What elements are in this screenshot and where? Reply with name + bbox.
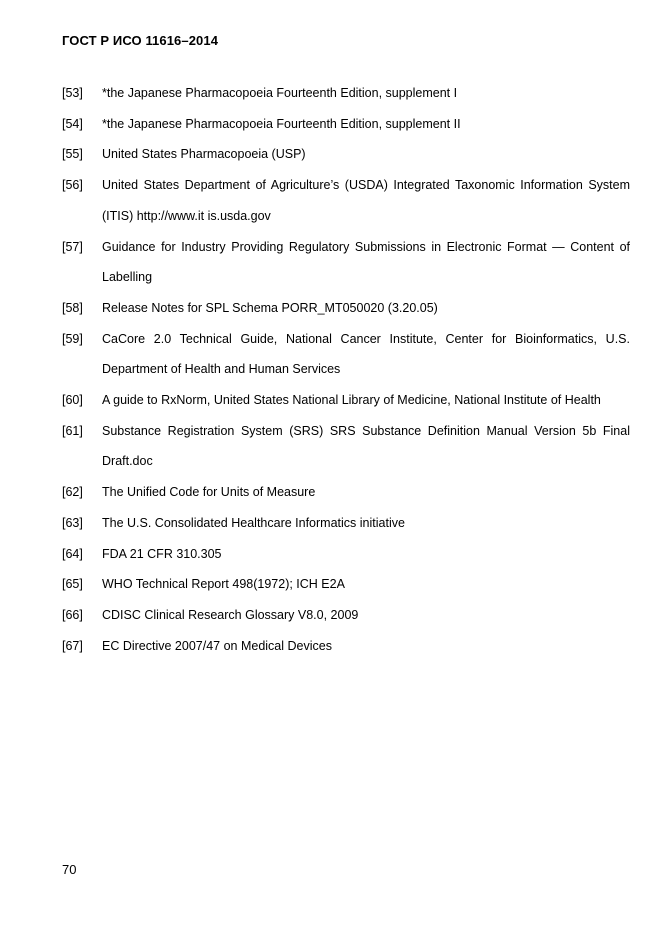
- bibliography-entry: [62, 539, 630, 570]
- reference-number: [60]: [62, 393, 83, 408]
- bibliography-entry: [62, 600, 630, 631]
- reference-number: [59]: [62, 331, 83, 346]
- reference-text: FDA 21 CFR 310.305: [102, 546, 222, 561]
- bibliography-entry: [62, 569, 630, 600]
- reference-text: United States Pharmacopoeia (USP): [102, 147, 306, 162]
- reference-number: [63]: [62, 515, 83, 530]
- reference-number: [56]: [62, 178, 83, 193]
- reference-text: *the Japanese Pharmacopoeia Fourteenth Edition, supplement I: [102, 86, 458, 100]
- reference-number: [54]: [62, 116, 83, 131]
- bibliography-entry: [62, 324, 630, 385]
- reference-text: Release Notes for SPL Schema PORR_MT050020 (3.20.05): [102, 300, 438, 315]
- bibliography-entry: [62, 78, 630, 109]
- bibliography-list: [62, 78, 630, 661]
- bibliography-entry: [62, 385, 630, 416]
- bibliography-entry: [62, 109, 630, 140]
- reference-number: [66]: [62, 607, 83, 622]
- bibliography-entry: [62, 508, 630, 539]
- reference-text: CaCore 2.0 Technical Guide, National Cancer Institute, Center for Bioinformatics, U.S. Department of Health and Human Services: [102, 331, 630, 377]
- bibliography-entry: [62, 416, 630, 477]
- reference-number: [65]: [62, 577, 83, 592]
- page-number: 70: [62, 862, 77, 877]
- reference-text: The U.S. Consolidated Healthcare Informatics initiative: [102, 515, 405, 530]
- reference-text: Substance Registration System (SRS) SRS Substance Definition Manual Version 5b Final Draft.doc: [102, 423, 630, 469]
- reference-text: Guidance for Industry Providing Regulatory Submissions in Electronic Format — Content of Labelling: [102, 239, 630, 285]
- reference-text: A guide to RxNorm, United States National Library of Medicine, National Institute of Health: [102, 393, 601, 408]
- bibliography-entry: [62, 170, 630, 231]
- reference-text: United States Department of Agriculture’s (USDA) Integrated Taxonomic Information System (ITIS) http://www.it is.usda.gov: [102, 178, 630, 223]
- bibliography-entry: [62, 477, 630, 508]
- reference-number: [67]: [62, 638, 83, 653]
- bibliography-entry: [62, 139, 630, 170]
- reference-text: *the Japanese Pharmacopoeia Fourteenth Edition, supplement II: [102, 116, 461, 131]
- bibliography-entry: [62, 293, 630, 324]
- reference-number: [61]: [62, 423, 83, 438]
- reference-number: [64]: [62, 546, 83, 561]
- reference-number: [55]: [62, 147, 83, 162]
- document-header: ГОСТ Р ИСО 11616–2014: [62, 33, 219, 48]
- bibliography-entry: [62, 631, 630, 662]
- reference-number: [57]: [62, 239, 83, 254]
- reference-text: The Unified Code for Units of Measure: [102, 485, 316, 500]
- reference-text: EC Directive 2007/47 on Medical Devices: [102, 638, 332, 653]
- reference-number: [62]: [62, 485, 83, 500]
- reference-number: [53]: [62, 86, 83, 100]
- reference-number: [58]: [62, 300, 83, 315]
- reference-text: CDISC Clinical Research Glossary V8.0, 2009: [102, 607, 359, 622]
- reference-text: WHO Technical Report 498(1972); ICH E2A: [102, 577, 345, 592]
- bibliography-entry: [62, 232, 630, 293]
